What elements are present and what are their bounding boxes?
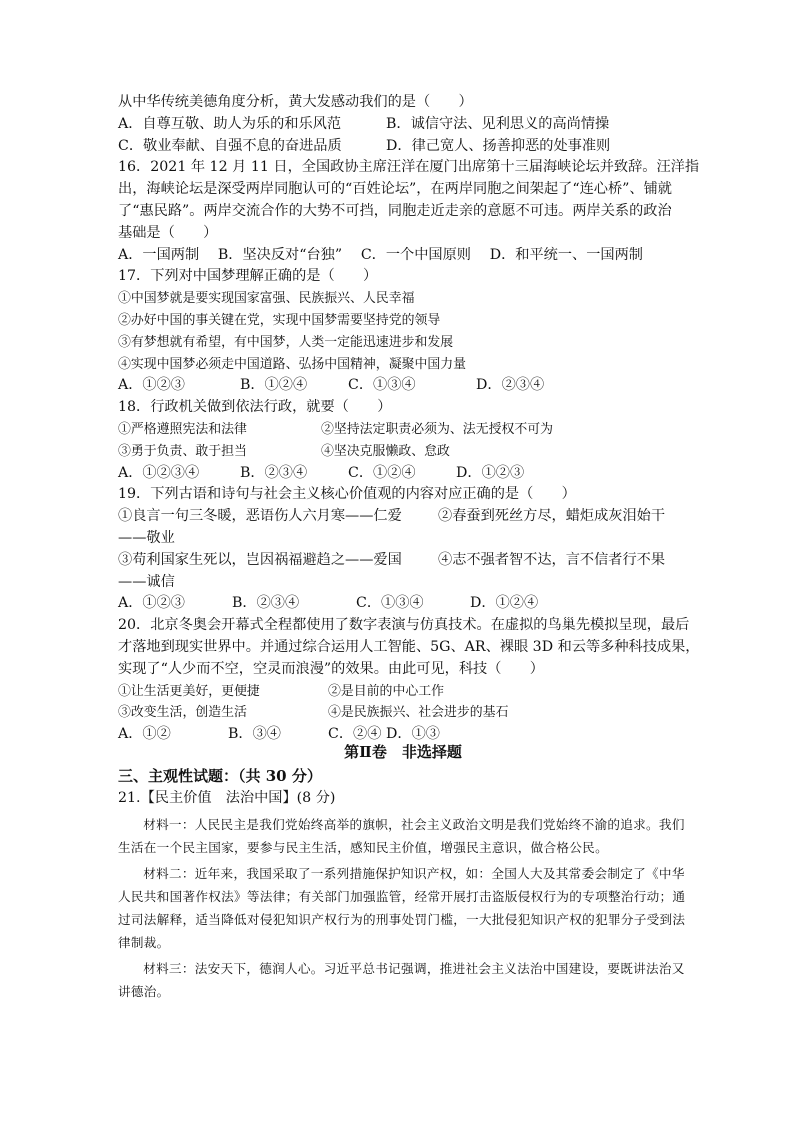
q20-items-row1 xyxy=(118,681,688,703)
q17-option-b: B．①②④ xyxy=(240,377,308,394)
q21-material-3: 材料三：法安天下，德润人心。习近平总书记强调，推进社会主义法治中国建设，要既讲法治又讲德治。 xyxy=(118,960,685,999)
q17-option-c: C．①③④ xyxy=(348,377,416,394)
q21-material-1: 材料一：人民民主是我们党始终高举的旗帜，社会主义政治文明是我们党始终不渝的追求。我们生活在一个民主国家，要参与民主生活，感知民主价值，增强民主意识，做合格公民。 xyxy=(118,816,685,855)
q15-option-d: D．律己宽人、扬善抑恶的处事准则 xyxy=(386,137,611,154)
q19-option-a: A．①②③ xyxy=(118,595,185,612)
q19-stem: 19．下列古语和诗句与社会主义核心价值观的内容对应正确的是（ ） xyxy=(118,486,576,503)
q17-options xyxy=(118,375,688,397)
q18-option-b: B．②③④ xyxy=(240,464,308,481)
q20-items-row2 xyxy=(118,702,688,724)
q15-option-b: B．诚信守法、见利思义的高尚情操 xyxy=(386,115,610,132)
q19-item3: ③苟利国家生死以，岂因祸福避趋之——爱国 xyxy=(118,551,402,568)
q18-item4: ④坚决克服懒政、怠政 xyxy=(321,443,450,459)
q15-options-row2 xyxy=(118,136,688,158)
q20-line2: 才落地到现实世界中。并通过综合运用人工智能、5G、AR、裸眼 3D 和云等多种科技成果， xyxy=(118,638,700,655)
q18-item2: ②坚持法定职责必须为、法无授权不可为 xyxy=(321,421,554,437)
q17-item1: ①中国梦就是要实现国家富强、民族振兴、人民幸福 xyxy=(118,291,415,307)
q19-items-row1 xyxy=(118,506,688,528)
q20-option-c: C．②④ xyxy=(328,726,382,743)
q20-options xyxy=(118,724,440,746)
q21-material-2: 材料二：近年来，我国采取了一系列措施保护知识产权，如：全国人大及其常委会制定了《中华人民共和国著作权法》等法律；有关部门加强监管，经常开展打击盗版侵权行为的专项整治行动；通过司法解释，适当降低对侵犯知识产权行为的刑事处罚门槛，一大批侵犯知识产权的犯罪分子受到法律制裁。 xyxy=(118,865,686,950)
q16-line1: 16．2021 年 12 月 11 日，全国政协主席汪洋在厦门出席第十三届海峡论坛并致辞。汪洋指 xyxy=(118,159,700,176)
q19-option-b: B．②③④ xyxy=(232,595,300,612)
q17-option-d: D．②③④ xyxy=(476,377,545,394)
q18-item1: ①严格遵照宪法和法律 xyxy=(118,421,247,437)
q20-item4: ④是民族振兴、社会进步的基石 xyxy=(328,705,509,721)
q18-option-d: D．①②③ xyxy=(456,464,525,481)
q17-item4: ④实现中国梦必须走中国道路、弘扬中国精神，凝聚中国力量 xyxy=(118,356,467,372)
q20-item2: ②是目前的中心工作 xyxy=(328,683,445,699)
q17-item3: ③有梦想就有希望，有中国梦，人类一定能迅速进步和发展 xyxy=(118,334,454,350)
q17-item2: ②办好中国的事关键在党，实现中国梦需要坚持党的领导 xyxy=(118,312,441,328)
q16-line2: 出，海峡论坛是深受两岸同胞认可的“百姓论坛”，在两岸同胞之间架起了“连心桥”、铺就 xyxy=(118,181,672,198)
q20-option-d: D．①③ xyxy=(386,726,440,743)
q15-option-a: A．自尊互敬、助人为乐的和乐风范 xyxy=(118,115,342,132)
q20-line3: 实现了“人少而不空，空灵而浪漫”的效果。由此可见，科技（ ） xyxy=(118,660,544,677)
section-2-title: 第Ⅱ卷 非选择题 xyxy=(344,743,462,762)
q20-line1: 20．北京冬奥会开幕式全程都使用了数字表演与仿真技术。在虚拟的鸟巢先模拟呈现，最后 xyxy=(118,617,690,634)
q17-option-a: A．①②③ xyxy=(118,377,185,394)
q20-options-line xyxy=(118,724,688,746)
q18-items-row1 xyxy=(118,419,688,441)
q16-line3: 了“惠民路”。两岸交流合作的大势不可挡，同胞走近走亲的意愿不可违。两岸关系的政治 xyxy=(118,202,672,219)
exam-page xyxy=(118,92,700,1003)
q18-items-row2 xyxy=(118,441,688,463)
q18-item3: ③勇于负责、敢于担当 xyxy=(118,443,247,459)
q19-item4: ④志不强者智不达，言不信者行不果 xyxy=(438,551,666,568)
q16-options: A．一国两制 B．坚决反对“台独” C．一个中国原则 D．和平统一、一国两制 xyxy=(118,246,643,263)
q18-option-c: C．①②④ xyxy=(348,464,416,481)
q20-item1: ①让生活更美好，更便捷 xyxy=(118,683,260,699)
q19-option-d: D．①②④ xyxy=(470,595,539,612)
q20-item3: ③改变生活，创造生活 xyxy=(118,705,247,721)
q19-item2: ②春蚕到死丝方尽，蜡炬成灰泪始干 xyxy=(438,508,666,525)
q19-option-c: C．①③④ xyxy=(356,595,424,612)
q19-items-row2 xyxy=(118,550,688,572)
q20-option-b: B．③④ xyxy=(228,726,281,743)
q21-title: 21.【民主价值 法治中国】(8 分) xyxy=(118,790,336,807)
q15-stem: 从中华传统美德角度分析，黄大发感动我们的是（ ） xyxy=(118,94,473,110)
q20-option-a: A．①② xyxy=(118,726,171,743)
q16-line4: 基础是（ ） xyxy=(118,224,218,241)
section-3-title: 三、主观性试题：（共 30 分） xyxy=(118,767,322,786)
q19-item1: ①良言一句三冬暖，恶语伤人六月寒——仁爱 xyxy=(118,508,402,525)
q19-item4-cont: ——诚信 xyxy=(118,573,175,590)
q17-stem: 17．下列对中国梦理解正确的是（ ） xyxy=(118,268,378,285)
q15-options-row1 xyxy=(118,114,688,136)
q18-option-a: A．①②③④ xyxy=(118,464,200,481)
q19-item2-cont: ——敬业 xyxy=(118,529,175,546)
q18-stem: 18．行政机关做到依法行政，就要（ ） xyxy=(118,399,392,416)
q15-option-c: C．敬业奉献、自强不息的奋进品质 xyxy=(118,137,342,154)
q19-options xyxy=(118,593,688,615)
q18-options xyxy=(118,463,688,485)
